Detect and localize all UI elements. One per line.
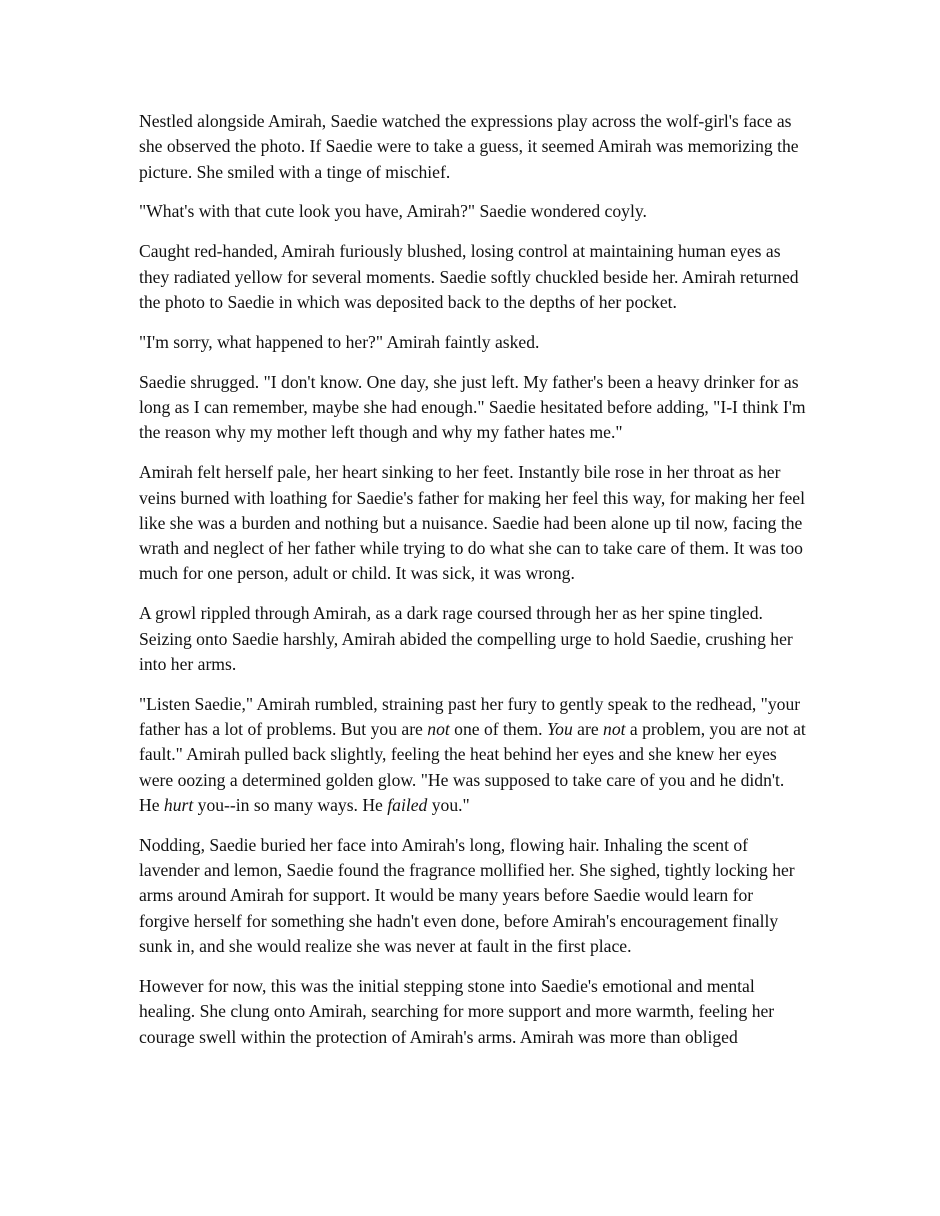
text-run: Nestled alongside Amirah, Saedie watched the expressions play across the wolf-girl's face as she observed the photo. If Saedie were to take a guess, it seemed Amirah was memorizing the picture. She smiled with a tinge of mischief.	[139, 111, 799, 182]
paragraph	[139, 460, 807, 586]
text-run: However for now, this was the initial stepping stone into Saedie's emotional and mental healing. She clung onto Amirah, searching for more support and more warmth, feeling her courage swell within the protection of Amirah's arms. Amirah was more than obliged	[139, 975, 775, 1047]
text-run: are	[572, 719, 604, 740]
paragraph	[139, 109, 807, 185]
text-run: Caught red-handed, Amirah furiously blushed, losing control at maintaining human eyes as they radiated yellow for several moments. Saedie softly chuckled beside her. Amirah returned the photo to Saedie in which was deposited back to the depths of her pocket.	[139, 241, 799, 312]
paragraph	[139, 239, 807, 315]
document-body	[139, 109, 807, 1064]
text-run: "I'm sorry, what happened to her?" Amirah faintly asked.	[139, 331, 540, 352]
text-run: a problem, you are not at fault." Amirah pulled back slightly, feeling the heat behind her eyes and she knew her eyes were oozing a determined golden glow. "He was supposed to take care of you and he didn't. He	[139, 719, 806, 815]
paragraph	[139, 601, 807, 677]
paragraph	[139, 370, 807, 446]
emphasis-text: You	[546, 719, 573, 740]
text-run: Nodding, Saedie buried her face into Amirah's long, flowing hair. Inhaling the scent of lavender and lemon, Saedie found the fragrance mollified her. She sighed, tightly locking her arms around Amirah for support. It would be many years before Saedie would learn for forgive herself for something she hadn't even done, before Amirah's encouragement finally sunk in, and she would realize she was never at fault in the first place.	[139, 834, 795, 957]
text-run: Saedie shrugged. "I don't know. One day, she just left. My father's been a heavy drinker for as long as I can remember, maybe she had enough." Saedie hesitated before adding, "I-I think I'm the reason why my mother left though and why my father hates me."	[139, 371, 806, 443]
paragraph	[139, 330, 807, 355]
emphasis-text: hurt	[163, 794, 194, 815]
emphasis-text: not	[603, 719, 626, 740]
paragraph	[139, 692, 807, 818]
text-run: one of them.	[449, 719, 547, 740]
text-run: "What's with that cute look you have, Amirah?" Saedie wondered coyly.	[139, 201, 647, 222]
paragraph	[139, 833, 807, 959]
emphasis-text: not	[427, 719, 450, 740]
text-run: A growl rippled through Amirah, as a dark rage coursed through her as her spine tingled. Seizing onto Saedie harshly, Amirah abided the compelling urge to hold Saedie, crushing her into her arms.	[139, 603, 793, 674]
paragraph	[139, 974, 807, 1050]
text-run: you--in so many ways. He	[193, 794, 388, 815]
text-run: you."	[427, 794, 470, 815]
text-run: Amirah felt herself pale, her heart sinking to her feet. Instantly bile rose in her throat as her veins burned with loathing for Saedie's father for making her feel this way, for making her feel like she was a burden and nothing but a nuisance. Saedie had been alone up til now, facing the wrath and neglect of her father while trying to do what she can to take care of them. It was too much for one person, adult or child. It was sick, it was wrong.	[139, 462, 805, 584]
text-run: "Listen Saedie," Amirah rumbled, straining past her fury to gently speak to the redhead, "your father has a lot of problems. But you are	[139, 693, 801, 740]
paragraph	[139, 199, 807, 224]
emphasis-text: failed	[387, 794, 428, 815]
